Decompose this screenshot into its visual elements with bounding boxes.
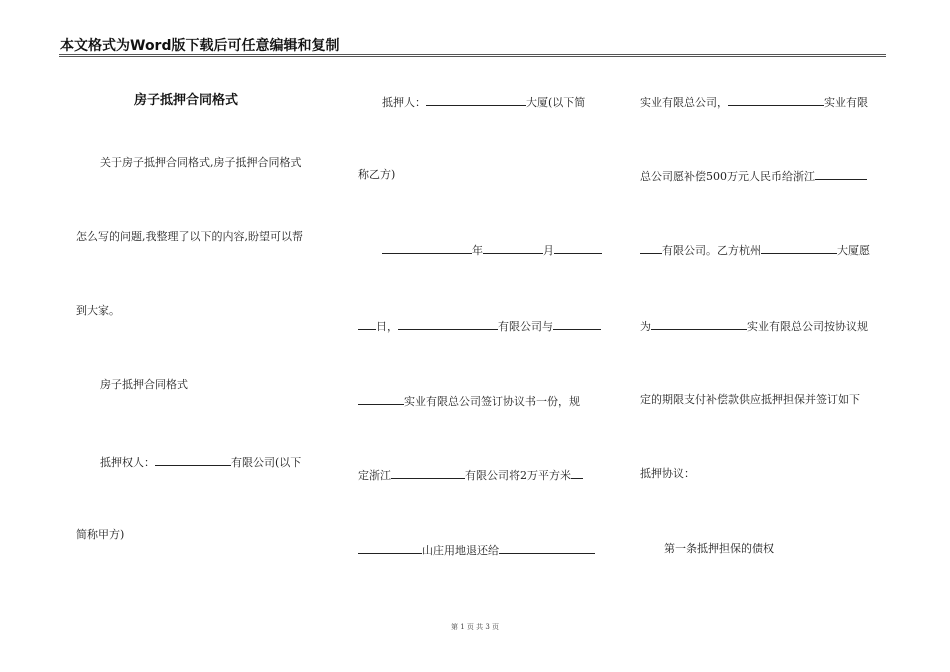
paragraph-line: 总公司愿补偿500万元人民币给浙江 [640,168,867,184]
blank-field [426,94,526,106]
section-heading: 房子抵押合同格式 [100,378,188,391]
header-title: 本文格式为Word版下载后可任意编辑和复制 [60,38,340,54]
paragraph-line: 实业有限总公司， 实业有限 [640,96,868,109]
year-label: 年 [472,244,483,257]
paragraph-line: 定的期限支付补偿款供应抵押担保并签订如下 [640,393,860,406]
blank-field [398,318,498,330]
blank-field [499,542,595,554]
mortgagee-line [100,454,301,470]
blank-field [358,542,422,554]
blank-field [554,242,602,254]
mortgagor-label: 抵押人： [382,96,426,109]
blank-field [382,242,472,254]
blank-field [728,94,824,106]
paragraph-line: 到大家。 [76,304,120,317]
blank-field [483,242,543,254]
paragraph-line: 怎么写的问题,我整理了以下的内容,盼望可以帮 [76,230,303,243]
date-line [382,242,602,258]
mortgagee-suffix: 有限公司(以下 [231,456,302,469]
article-heading: 第一条抵押担保的债权 [664,542,774,555]
paragraph-line: 称乙方) [358,168,396,181]
blank-field [761,242,837,254]
paragraph-line: 抵押协议： [640,467,695,480]
paragraph-line: 简称甲方) [76,528,125,541]
month-label: 月 [543,244,554,257]
paragraph-line: 关于房子抵押合同格式,房子抵押合同格式 [100,156,302,169]
paragraph-line: 日， 有限公司与 [358,318,601,334]
blank-field [651,318,747,330]
blank-field [640,242,662,254]
paragraph-line: 定浙江 有限公司将2万平方米 [358,467,583,483]
header-rule-bottom [59,56,886,57]
page-number: 第 1 页 共 3 页 [450,623,500,631]
blank-field [358,318,376,330]
blank-field [571,467,583,479]
paragraph-line: 实业有限总公司签订协议书一份，规 [358,393,580,409]
blank-field [358,393,404,405]
paragraph-line: 有限公司。乙方杭州 大厦愿 [640,242,870,258]
paragraph-line: 为 实业有限总公司按协议规 [640,320,868,333]
mortgagor-line [382,94,585,110]
mortgagee-label: 抵押权人： [100,456,155,469]
mortgagor-suffix: 大厦(以下简 [526,96,586,109]
blank-field [155,454,231,466]
blank-field [391,467,465,479]
blank-field [815,168,867,180]
paragraph-line: 山庄用地退还给 [358,542,595,558]
header-rule-top [59,54,886,55]
document-title: 房子抵押合同格式 [134,93,239,108]
blank-field [553,318,601,330]
